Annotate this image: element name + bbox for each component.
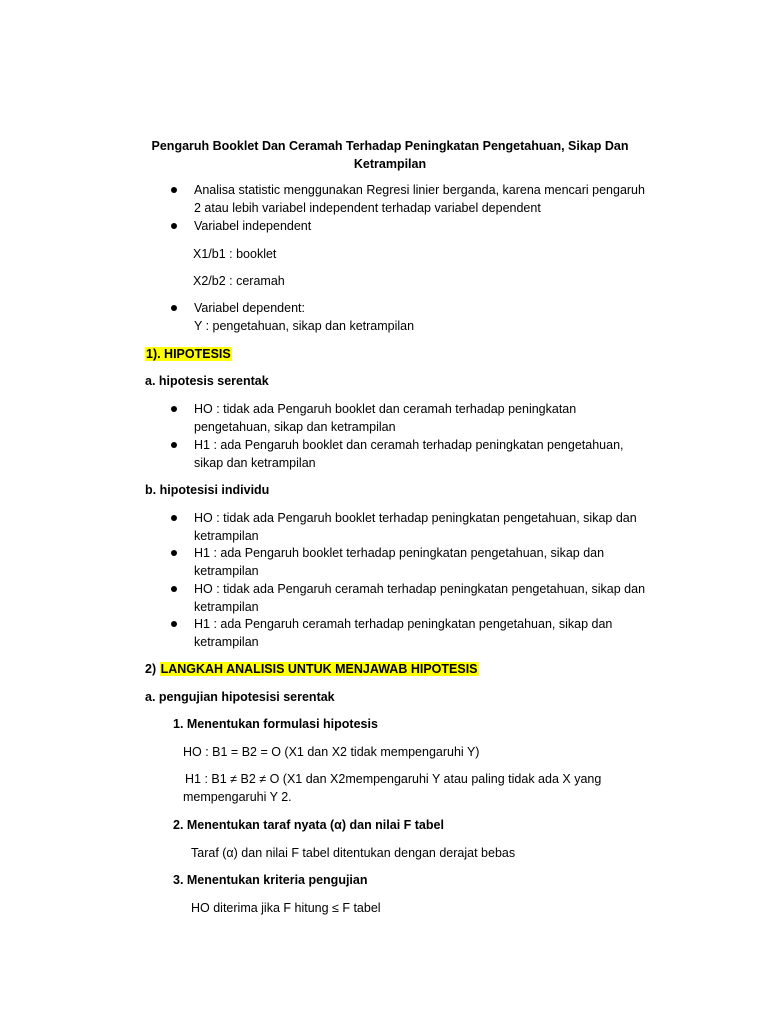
- step2-title: [173, 817, 444, 834]
- section2-heading-prefix: 2): [145, 662, 160, 676]
- b-item-line2: ketrampilan: [194, 564, 259, 578]
- section2-heading-text: LANGKAH ANALISIS UNTUK MENJAWAB HIPOTESIS: [160, 662, 478, 676]
- b-item-line1: HO : tidak ada Pengaruh ceramah terhadap peningkatan pengetahuan, sikap dan: [194, 582, 646, 596]
- section1-a-title: a. hipotesis serentak: [145, 374, 269, 388]
- taraf-text: Taraf (α) dan nilai F tabel ditentukan dengan derajat bebas: [191, 846, 516, 860]
- bullet-icon: [171, 515, 177, 521]
- a-item-line2: pengetahuan, sikap dan ketrampilan: [194, 420, 396, 434]
- analisa-line-1: Analisa statistic menggunakan Regresi linier berganda, karena mencari pengaruh: [194, 183, 645, 197]
- h1-formula-line2: mempengaruhi Y 2.: [183, 790, 292, 804]
- a-item-line1: H1 : ada Pengaruh booklet dan ceramah terhadap peningkatan pengetahuan,: [194, 438, 624, 452]
- b-item-line2: ketrampilan: [194, 600, 259, 614]
- section2-a-title: a. pengujian hipotesisi serentak: [145, 690, 335, 704]
- h0-formula: HO : B1 = B2 = O (X1 dan X2 tidak mempengaruhi Y): [183, 745, 480, 759]
- section2-heading: [145, 661, 479, 678]
- step3-title: 3. Menentukan kriteria pengujian: [173, 873, 368, 887]
- bullet-icon: [171, 187, 177, 193]
- ho-diterima-text: HO diterima jika F hitung ≤ F tabel: [191, 901, 381, 915]
- section1-b-title: b. hipotesisi individu: [145, 483, 270, 497]
- bullet-icon: [171, 550, 177, 556]
- section1-heading-text: 1). HIPOTESIS: [146, 347, 231, 361]
- analisa-line-2: 2 atau lebih variabel independent terhadap variabel dependent: [194, 201, 541, 215]
- bullet-icon: [171, 621, 177, 627]
- a-item-line2: sikap dan ketrampilan: [194, 456, 316, 470]
- b-item-line1: H1 : ada Pengaruh booklet terhadap peningkatan pengetahuan, sikap dan: [194, 546, 605, 560]
- x1-definition: X1/b1 : booklet: [193, 247, 277, 261]
- document-title: Pengaruh Booklet Dan Ceramah Terhadap Peningkatan Pengetahuan, Sikap Dan Ketrampilan: [151, 139, 629, 171]
- bullet-icon: [171, 586, 177, 592]
- step1-title: 1. Menentukan formulasi hipotesis: [173, 717, 378, 731]
- b-item-line2: ketrampilan: [194, 635, 259, 649]
- step2-post: ) dan nilai F tabel: [341, 818, 444, 832]
- bullet-icon: [171, 406, 177, 412]
- section1-heading: [145, 346, 232, 363]
- variabel-independent-label: Variabel independent: [194, 219, 312, 233]
- step2-pre: 2. Menentukan taraf nyata (: [173, 818, 335, 832]
- b-item-line1: HO : tidak ada Pengaruh booklet terhadap peningkatan pengetahuan, sikap dan: [194, 511, 637, 525]
- bullet-icon: [171, 442, 177, 448]
- bullet-icon: [171, 305, 177, 311]
- a-item-line1: HO : tidak ada Pengaruh booklet dan ceramah terhadap peningkatan: [194, 402, 577, 416]
- h1-formula-line1: H1 : B1 ≠ B2 ≠ O (X1 dan X2mempengaruhi Y atau paling tidak ada X yang: [185, 772, 602, 786]
- bullet-icon: [171, 223, 177, 229]
- y-definition: Y : pengetahuan, sikap dan ketrampilan: [194, 319, 415, 333]
- variabel-dependent-label: Variabel dependent:: [194, 301, 305, 315]
- b-item-line2: ketrampilan: [194, 529, 259, 543]
- alpha-symbol: α: [334, 818, 342, 832]
- x2-definition: X2/b2 : ceramah: [193, 274, 285, 288]
- b-item-line1: H1 : ada Pengaruh ceramah terhadap peningkatan pengetahuan, sikap dan: [194, 617, 613, 631]
